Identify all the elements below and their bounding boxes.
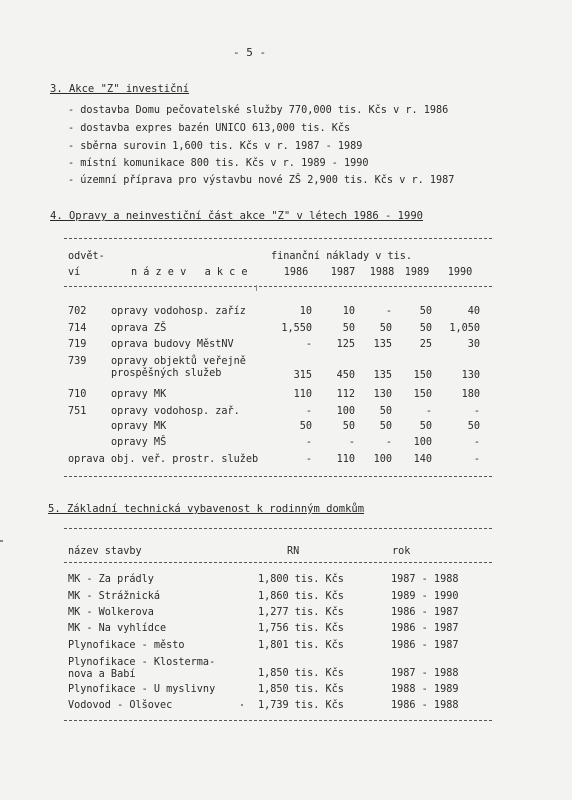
row-value: 100 [336, 406, 355, 417]
building-name: Plynofikace - město [68, 640, 185, 651]
year-header: 1987 [330, 267, 356, 278]
building-rn: 1,850 tis. Kčs [258, 668, 344, 679]
rule [64, 720, 492, 721]
row-value: 40 [467, 306, 480, 317]
row-value: 50 [467, 421, 480, 432]
row-value: 50 [419, 323, 432, 334]
col-header-naklady: finanční náklady v tis. [271, 251, 413, 262]
row-value: 150 [413, 389, 432, 400]
row-value: 1,550 [281, 323, 312, 334]
row-value: - [385, 437, 392, 448]
building-year: 1989 - 1990 [391, 591, 459, 602]
section-4-heading-text: 4. Opravy a neinvestiční část akce "Z" v létech 1986 - 1990 [50, 210, 423, 222]
section-4-heading [50, 210, 423, 222]
section-3-item: - dostavba expres bazén UNICO 613,000 tis. Kčs [68, 123, 351, 134]
row-value: 1,050 [449, 323, 480, 334]
section-3-heading-text: 3. Akce "Z" investiční [50, 83, 190, 95]
row-value: - [473, 454, 480, 465]
year-header: 1990 [447, 267, 473, 278]
row-value: 150 [413, 370, 432, 381]
row-value: 110 [293, 389, 312, 400]
building-year: 1987 - 1988 [391, 668, 459, 679]
building-name: MK - Za prádly [68, 574, 154, 585]
building-year: 1986 - 1987 [391, 640, 459, 651]
building-year: 1988 - 1989 [391, 684, 459, 695]
row-value: 135 [373, 339, 392, 350]
row-value: 50 [419, 306, 432, 317]
building-year: 1986 - 1987 [391, 623, 459, 634]
row-value: 10 [342, 306, 355, 317]
section-3-item: - dostavba Domu pečovatelské služby 770,000 tis. Kčs v r. 1986 [68, 105, 449, 116]
row-name: opravy vodohosp. zaříz [111, 306, 246, 317]
row-value: 110 [336, 454, 355, 465]
row-value: 50 [342, 421, 355, 432]
building-rn: 1,756 tis. Kčs [258, 623, 344, 634]
building-year: 1986 - 1988 [391, 700, 459, 711]
rule [64, 286, 492, 287]
row-value: 50 [419, 421, 432, 432]
row-name: opravy MK [111, 389, 167, 400]
row-value: 50 [379, 406, 392, 417]
row-code: 719 [68, 339, 87, 350]
row-name: opravy MŠ [111, 437, 167, 448]
row-value: 50 [379, 421, 392, 432]
row-value: - [473, 406, 480, 417]
row-value: 130 [461, 370, 480, 381]
year-header: 1988 [369, 267, 395, 278]
row-name: oprava obj. veř. prostr. služeb [68, 454, 259, 465]
page-number: - 5 - [233, 46, 267, 59]
building-name: MK - Strážnická [68, 591, 161, 602]
row-value: - [425, 406, 432, 417]
row-value: - [305, 339, 312, 350]
building-rn: 1,801 tis. Kčs [258, 640, 344, 651]
row-value: 50 [342, 323, 355, 334]
building-name: Plynofikace - U myslivny [68, 684, 216, 695]
rule [64, 238, 492, 239]
building-rn: 1,860 tis. Kčs [258, 591, 344, 602]
rule [64, 476, 492, 477]
row-value: - [305, 437, 312, 448]
row-value: 100 [373, 454, 392, 465]
building-rn: 1,850 tis. Kčs [258, 684, 344, 695]
section-3-item: - územní příprava pro výstavbu nové ZŠ 2,900 tis. Kčs v r. 1987 [68, 175, 455, 186]
building-name: Vodovod - Olšovec [68, 700, 173, 711]
row-value: 100 [413, 437, 432, 448]
section-3-heading [50, 83, 189, 95]
row-name: opravy vodohosp. zař. [111, 406, 240, 417]
row-name: opravy objektů veřejně prospěšných služeb [111, 356, 246, 379]
row-value: 25 [419, 339, 432, 350]
col-header-rn: RN [287, 546, 300, 557]
row-code: 714 [68, 323, 87, 334]
section-5-heading-text: 5. Základní technická vybavenost k rodinným domkům [48, 503, 365, 515]
row-value: 112 [336, 389, 355, 400]
row-value: - [305, 406, 312, 417]
col-header-rok: rok [392, 546, 411, 557]
building-name: MK - Wolkerova [68, 607, 154, 618]
section-3-item: - sběrna surovin 1,600 tis. Kčs v r. 1987 - 1989 [68, 141, 363, 152]
row-value: 135 [373, 370, 392, 381]
row-name: oprava ZŠ [111, 323, 167, 334]
row-code: 739 [68, 356, 87, 367]
rule [64, 528, 492, 529]
col-header-nazev: n á z e v a k c e [131, 267, 248, 278]
row-value: - [348, 437, 355, 448]
year-header: 1989 [404, 267, 430, 278]
row-value: 10 [299, 306, 312, 317]
section-3-item: - místní komunikace 800 tis. Kčs v r. 1989 - 1990 [68, 158, 369, 169]
row-value: 315 [293, 370, 312, 381]
building-name: MK - Na vyhlídce [68, 623, 167, 634]
building-year: 1987 - 1988 [391, 574, 459, 585]
building-rn: 1,277 tis. Kčs [258, 607, 344, 618]
row-name: oprava budovy MěstNV [111, 339, 234, 350]
building-name: Plynofikace - Klosterma- nova a Babí [68, 657, 216, 680]
row-value: 125 [336, 339, 355, 350]
building-year: 1986 - 1987 [391, 607, 459, 618]
year-header: 1986 [283, 267, 309, 278]
col-header-nazev-stavby: název stavby [68, 546, 142, 557]
row-value: 50 [379, 323, 392, 334]
row-code: 710 [68, 389, 87, 400]
scan-mark [241, 704, 243, 706]
row-value: 30 [467, 339, 480, 350]
row-value: - [473, 437, 480, 448]
col-header-odvetvi-2: ví [68, 267, 81, 278]
row-code: 702 [68, 306, 87, 317]
rule [64, 562, 492, 563]
section-5-heading [48, 503, 364, 515]
row-value: 180 [461, 389, 480, 400]
row-name: opravy MK [111, 421, 167, 432]
col-header-odvetvi: odvět- [68, 251, 105, 262]
row-value: 50 [299, 421, 312, 432]
row-code: 751 [68, 406, 87, 417]
scan-mark [0, 540, 3, 542]
row-value: 450 [336, 370, 355, 381]
building-rn: 1,739 tis. Kčs [258, 700, 344, 711]
row-value: - [305, 454, 312, 465]
row-value: - [385, 306, 392, 317]
row-value: 130 [373, 389, 392, 400]
building-rn: 1,800 tis. Kčs [258, 574, 344, 585]
scan-mark [256, 285, 257, 291]
row-value: 140 [413, 454, 432, 465]
